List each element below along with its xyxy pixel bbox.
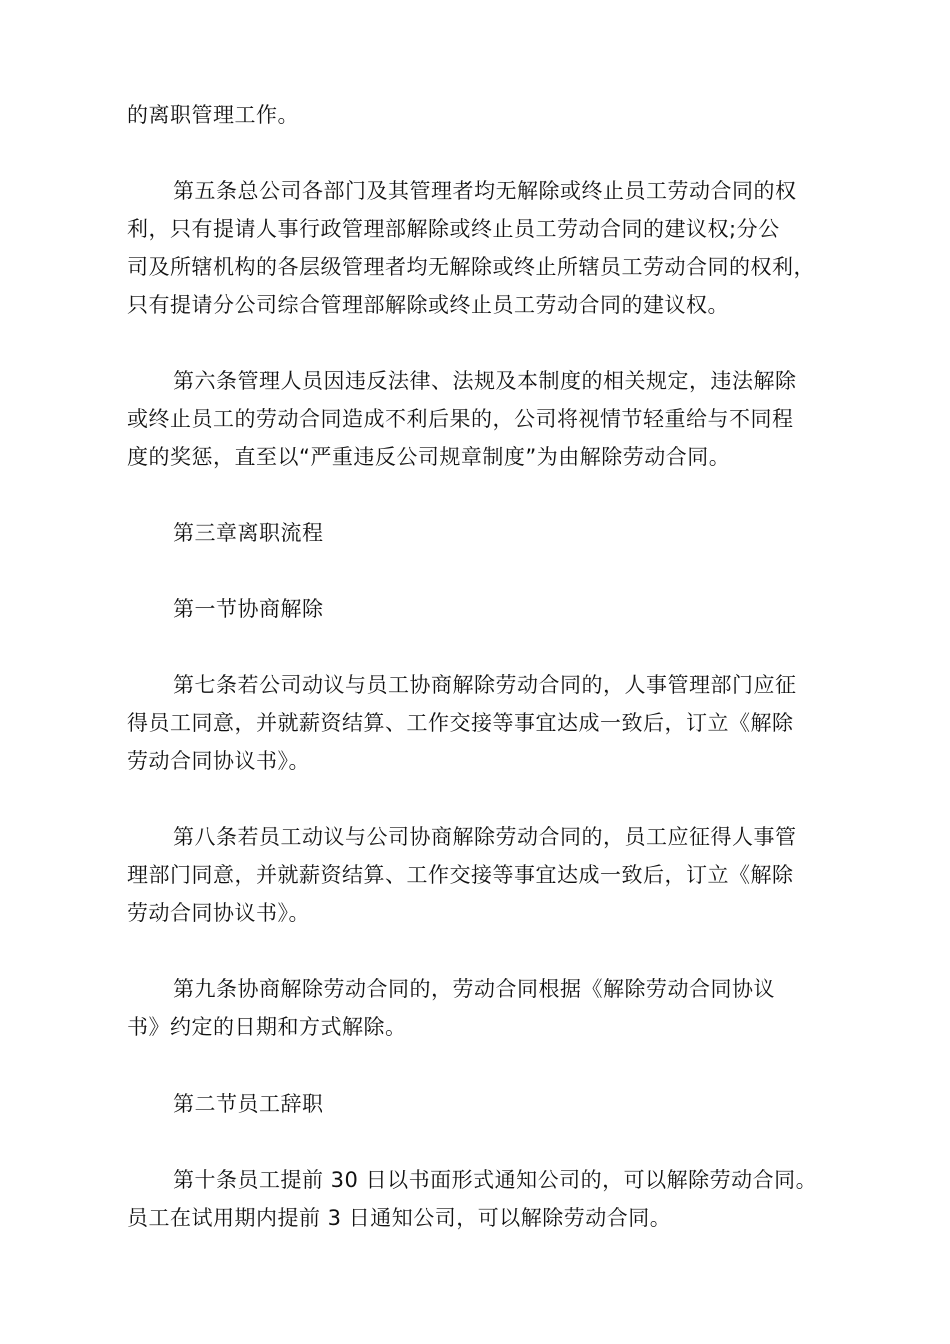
text-line: 书》约定的日期和方式解除。: [127, 1015, 407, 1039]
text-line: 利，只有提请人事行政管理部解除或终止员工劳动合同的建议权;分公: [127, 217, 780, 241]
section-heading-2: [127, 1085, 827, 1123]
text-line: 第二节员工辞职: [173, 1092, 324, 1116]
text-line: 第七条若公司动议与员工协商解除劳动合同的，人事管理部门应征: [173, 673, 797, 697]
article-7-paragraph: [127, 666, 827, 780]
text-line: 劳动合同协议书》。: [127, 901, 310, 925]
text-line: 第一节协商解除: [173, 597, 324, 621]
text-line: 第九条协商解除劳动合同的，劳动合同根据《解除劳动合同协议: [173, 977, 775, 1001]
text-line: 得员工同意，并就薪资结算、工作交接等事宜达成一致后，订立《解除: [127, 711, 794, 735]
article-5-paragraph: [127, 172, 827, 324]
article-10-paragraph: [127, 1161, 827, 1237]
text-line: 的离职管理工作。: [127, 103, 299, 127]
text-line: 度的奖惩，直至以“严重违反公司规章制度”为由解除劳动合同。: [127, 445, 731, 469]
text-line: 司及所辖机构的各层级管理者均无解除或终止所辖员工劳动合同的权利，: [127, 255, 815, 279]
text-line: 第六条管理人员因违反法律、法规及本制度的相关规定，违法解除: [173, 369, 797, 393]
paragraph-continuation: [127, 96, 827, 134]
section-heading-1: [127, 590, 827, 628]
article-9-paragraph: [127, 970, 827, 1046]
text-line: 第十条员工提前 30 日以书面形式通知公司的，可以解除劳动合同。: [173, 1168, 818, 1192]
article-8-paragraph: [127, 818, 827, 932]
text-line: 劳动合同协议书》。: [127, 749, 310, 773]
chapter-heading: [127, 514, 827, 552]
text-line: 第三章离职流程: [173, 521, 324, 545]
text-line: 第五条总公司各部门及其管理者均无解除或终止员工劳动合同的权: [173, 179, 797, 203]
text-line: 员工在试用期内提前 3 日通知公司，可以解除劳动合同。: [127, 1206, 672, 1230]
text-line: 第八条若员工动议与公司协商解除劳动合同的，员工应征得人事管: [173, 825, 797, 849]
article-6-paragraph: [127, 362, 827, 476]
text-line: 只有提请分公司综合管理部解除或终止员工劳动合同的建议权。: [127, 293, 729, 317]
text-line: 理部门同意，并就薪资结算、工作交接等事宜达成一致后，订立《解除: [127, 863, 794, 887]
text-line: 或终止员工的劳动合同造成不利后果的，公司将视情节轻重给与不同程: [127, 407, 794, 431]
